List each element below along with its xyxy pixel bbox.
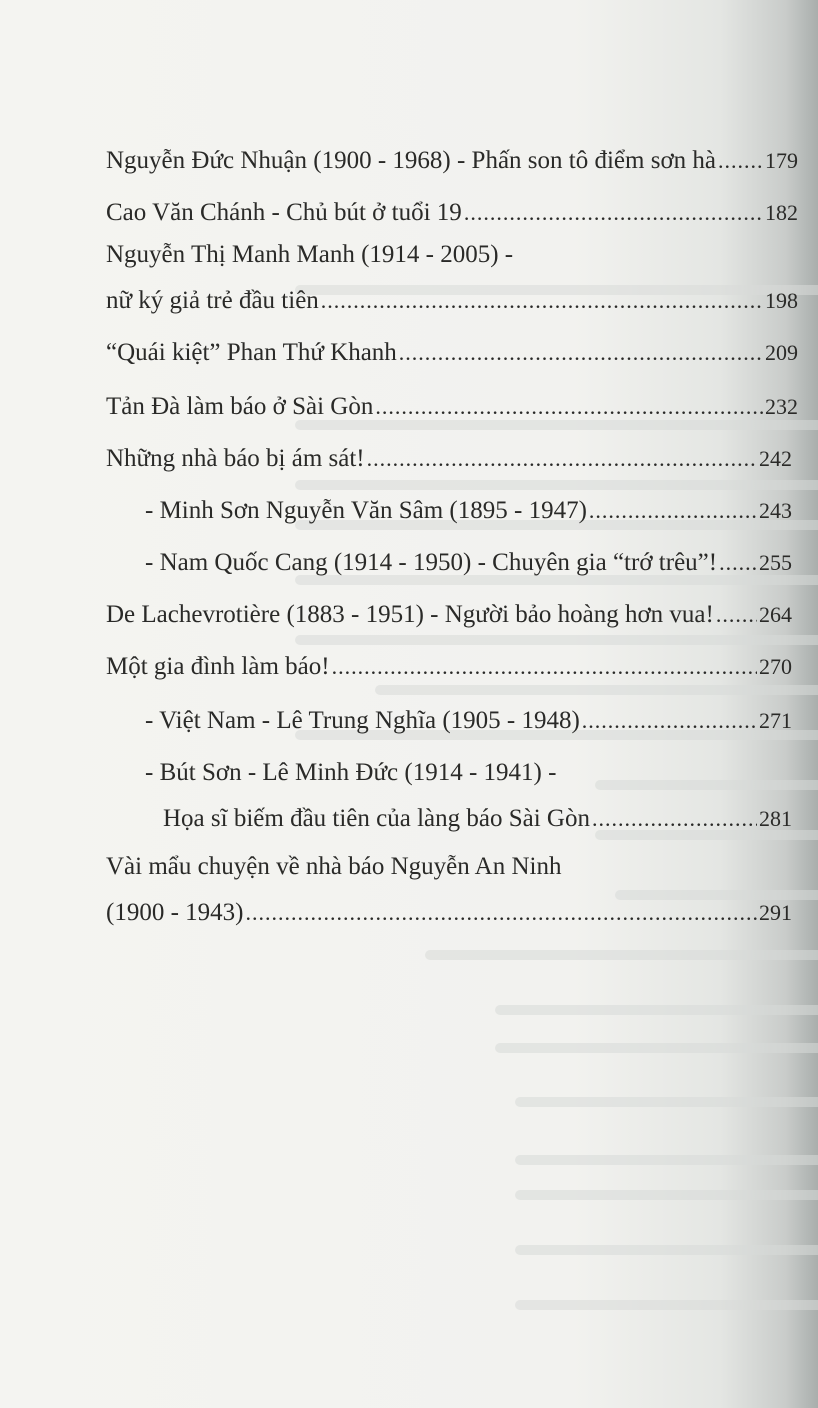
toc-entry[interactable] (106, 852, 792, 928)
dot-leader (464, 198, 763, 228)
toc-entry[interactable] (145, 496, 792, 526)
toc-entry[interactable] (145, 548, 792, 578)
dot-leader (582, 706, 757, 736)
toc-entry[interactable] (106, 240, 798, 316)
toc-entry-title-continued: (1900 - 1943) (106, 899, 244, 926)
dot-leader (245, 898, 757, 928)
toc-entry-title: Tản Đà làm báo ở Sài Gòn (106, 393, 374, 420)
dot-leader (719, 548, 757, 578)
toc-page-number: 232 (765, 394, 798, 419)
toc-entry-title: - Minh Sơn Nguyễn Văn Sâm (1895 - 1947) (145, 497, 587, 524)
toc-entry-title: De Lachevrotière (1883 - 1951) - Người bảo hoàng hơn vua! (106, 601, 714, 628)
toc-entry-title: Một gia đình làm báo! (106, 653, 330, 680)
dot-leader (589, 496, 757, 526)
toc-page-number: 264 (759, 602, 792, 627)
toc-entry-title: - Bút Sơn - Lê Minh Đức (1914 - 1941) - (145, 759, 557, 786)
toc-entry-title: - Nam Quốc Cang (1914 - 1950) - Chuyên gia “trớ trêu”! (145, 549, 718, 576)
dot-leader (332, 652, 757, 682)
toc-page-number: 270 (759, 654, 792, 679)
toc-entry-title: Cao Văn Chánh - Chủ bút ở tuổi 19 (106, 199, 462, 226)
toc-entry[interactable] (106, 338, 798, 368)
dot-leader (367, 444, 757, 474)
toc-entry[interactable] (106, 146, 798, 176)
dot-leader (375, 392, 763, 422)
dot-leader (321, 286, 763, 316)
toc-page-number: 271 (759, 708, 792, 733)
toc-entry[interactable] (106, 392, 798, 422)
toc-entry[interactable] (106, 444, 792, 474)
toc-page-number: 182 (765, 200, 798, 225)
toc-entry[interactable] (106, 198, 798, 228)
toc-page-number: 255 (759, 550, 792, 575)
toc-page-number: 291 (759, 900, 792, 925)
toc-page-number: 209 (765, 340, 798, 365)
toc-entry[interactable] (145, 758, 792, 834)
toc-page-number: 198 (765, 288, 798, 313)
toc-entry[interactable] (145, 706, 792, 736)
dot-leader (399, 338, 763, 368)
toc-page-number: 243 (759, 498, 792, 523)
toc-entry-title-continued: nữ ký giả trẻ đầu tiên (106, 287, 319, 314)
toc-page-number: 281 (759, 806, 792, 831)
toc-entry-title: “Quái kiệt” Phan Thứ Khanh (106, 339, 397, 366)
toc-entry-title: - Việt Nam - Lê Trung Nghĩa (1905 - 1948) (145, 707, 580, 734)
toc-entry[interactable] (106, 600, 792, 630)
dot-leader (592, 804, 757, 834)
dot-leader (718, 146, 763, 176)
toc-entry-title: Nguyễn Thị Manh Manh (1914 - 2005) - (106, 241, 514, 268)
toc-entry[interactable] (106, 652, 792, 682)
toc-page-number: 179 (765, 148, 798, 173)
toc-page-number: 242 (759, 446, 792, 471)
toc-entry-title-continued: Họa sĩ biếm đầu tiên của làng báo Sài Gòn (163, 805, 590, 832)
toc-entry-title: Nguyễn Đức Nhuận (1900 - 1968) - Phấn son tô điểm sơn hà (106, 147, 717, 174)
toc-entry-title: Những nhà báo bị ám sát! (106, 445, 365, 472)
toc-entry-title: Vài mẩu chuyện về nhà báo Nguyễn An Ninh (106, 853, 562, 880)
dot-leader (716, 600, 757, 630)
